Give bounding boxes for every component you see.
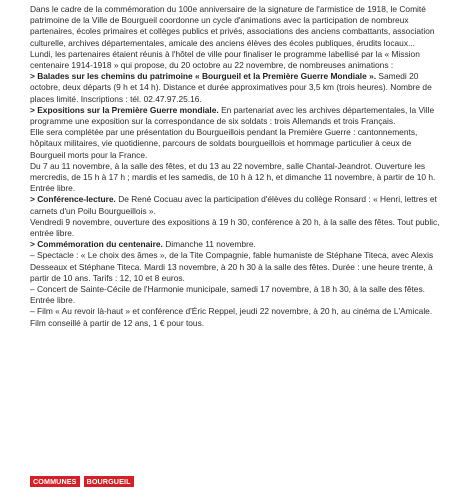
article-commemoration-paragraph xyxy=(30,239,444,250)
article-film-paragraph: – Film « Au revoir là-haut » et conférence d'Éric Reppel, jeudi 22 novembre, à 20 h, au cinéma de L'Amicale. Film conseillé à partir de 12 ans, 1 € pour tous. xyxy=(30,306,433,328)
tag-bourgueil[interactable]: BOURGUEIL xyxy=(84,476,134,487)
article-dates-paragraph: Du 7 au 11 novembre, à la salle des fêtes, et du 13 au 22 novembre, salle Chantal-Jeandrot. Ouverture les mercredis, de 15 h à 17 h ; mardis et les samedis, de 10 h à 12 h, et dimanche 11 novembre, à partir de 10 h. Entrée libre. xyxy=(30,160,436,194)
tag-communes[interactable]: COMMUNES xyxy=(30,476,80,487)
article-balades-paragraph xyxy=(30,71,444,105)
conference-text: De René Cocuau avec la participation d'élèves du collège Ronsard : « Henri, lettres et carnets d'un Poilu Bourgueillois ». xyxy=(30,194,437,216)
commemoration-heading: > Commémoration du centenaire. xyxy=(30,239,163,250)
article-intro-paragraph: Dans le cadre de la commémoration du 100e anniversaire de la signature de l'armistice de 1918, le Comité patrimoine de la Ville de Bourgueil coordonne un cycle d'animations avec la participation de nombreux partenaires, écoles primaires et collèges publics et privés, associations des anciens combattants, association culturelle, archives départementales, amicale des anciens élèves des écoles publiques, érudits locaux... xyxy=(30,4,435,48)
article-concert-paragraph: – Concert de Sainte-Cécile de l'Harmonie municipale, samedi 17 novembre, à 18 h 30, à la salle des fêtes. Entrée libre. xyxy=(30,284,425,306)
article-conference-paragraph xyxy=(30,194,444,216)
expositions-text: En partenariat avec les archives départementales, la Ville programme une exposition sur la correspondance de six soldats : trois Allemands et trois Français. xyxy=(30,104,435,127)
article-body xyxy=(30,4,444,329)
article-spectacle-paragraph: – Spectacle : « Le choix des âmes », de la Tite Compagnie, fable humaniste de Stéphane Titeca, avec Alexis Desseaux et Stéphane Titeca. Mardi 13 novembre, à 20 h 30 à la salle des fêtes. Durée : une heure trente, à partir de 10 ans. Tarifs : 12, 10 et 8 euros. xyxy=(30,250,434,283)
balades-text: Samedi 20 octobre, deux départs (9 h et 14 h). Distance et durée approximatives pour 3,5 km (trois heures). Nombre de places limité. Inscriptions : tél. 02.47.97.25.16. xyxy=(30,71,432,104)
conference-heading: > Conférence-lecture. xyxy=(30,194,116,205)
article-lundi-paragraph: Lundi, les partenaires étaient réunis à l'hôtel de ville pour finaliser le programme labellisé par la « Mission centenaire 1914-1918 » qui propose, du 20 octobre au 22 novembre, de nombreuses animations : xyxy=(30,48,420,71)
expositions-heading: > Expositions sur la Première Guerre mondiale. xyxy=(30,104,219,115)
balades-heading: > Balades sur les chemins du patrimoine « Bourgueil et la Première Guerre Mondiale ». xyxy=(30,71,377,82)
article-complete-paragraph: Elle sera complétée par une présentation du Bourgueillois pendant la Première Guerre : cantonnements, hôpitaux militaires, vie quotidienne, parcours de soldats bourgueillois et hommage particulier à ceux de Bourgueil morts pour la France. xyxy=(30,127,418,160)
article-tags xyxy=(30,476,134,487)
article-expositions-paragraph xyxy=(30,105,444,127)
commemoration-text: Dimanche 11 novembre. xyxy=(162,239,256,250)
article-vendredi-paragraph: Vendredi 9 novembre, ouverture des expositions à 19 h 30, conférence à 20 h, à la salle des fêtes. Tout public, entrée libre. xyxy=(30,216,440,239)
